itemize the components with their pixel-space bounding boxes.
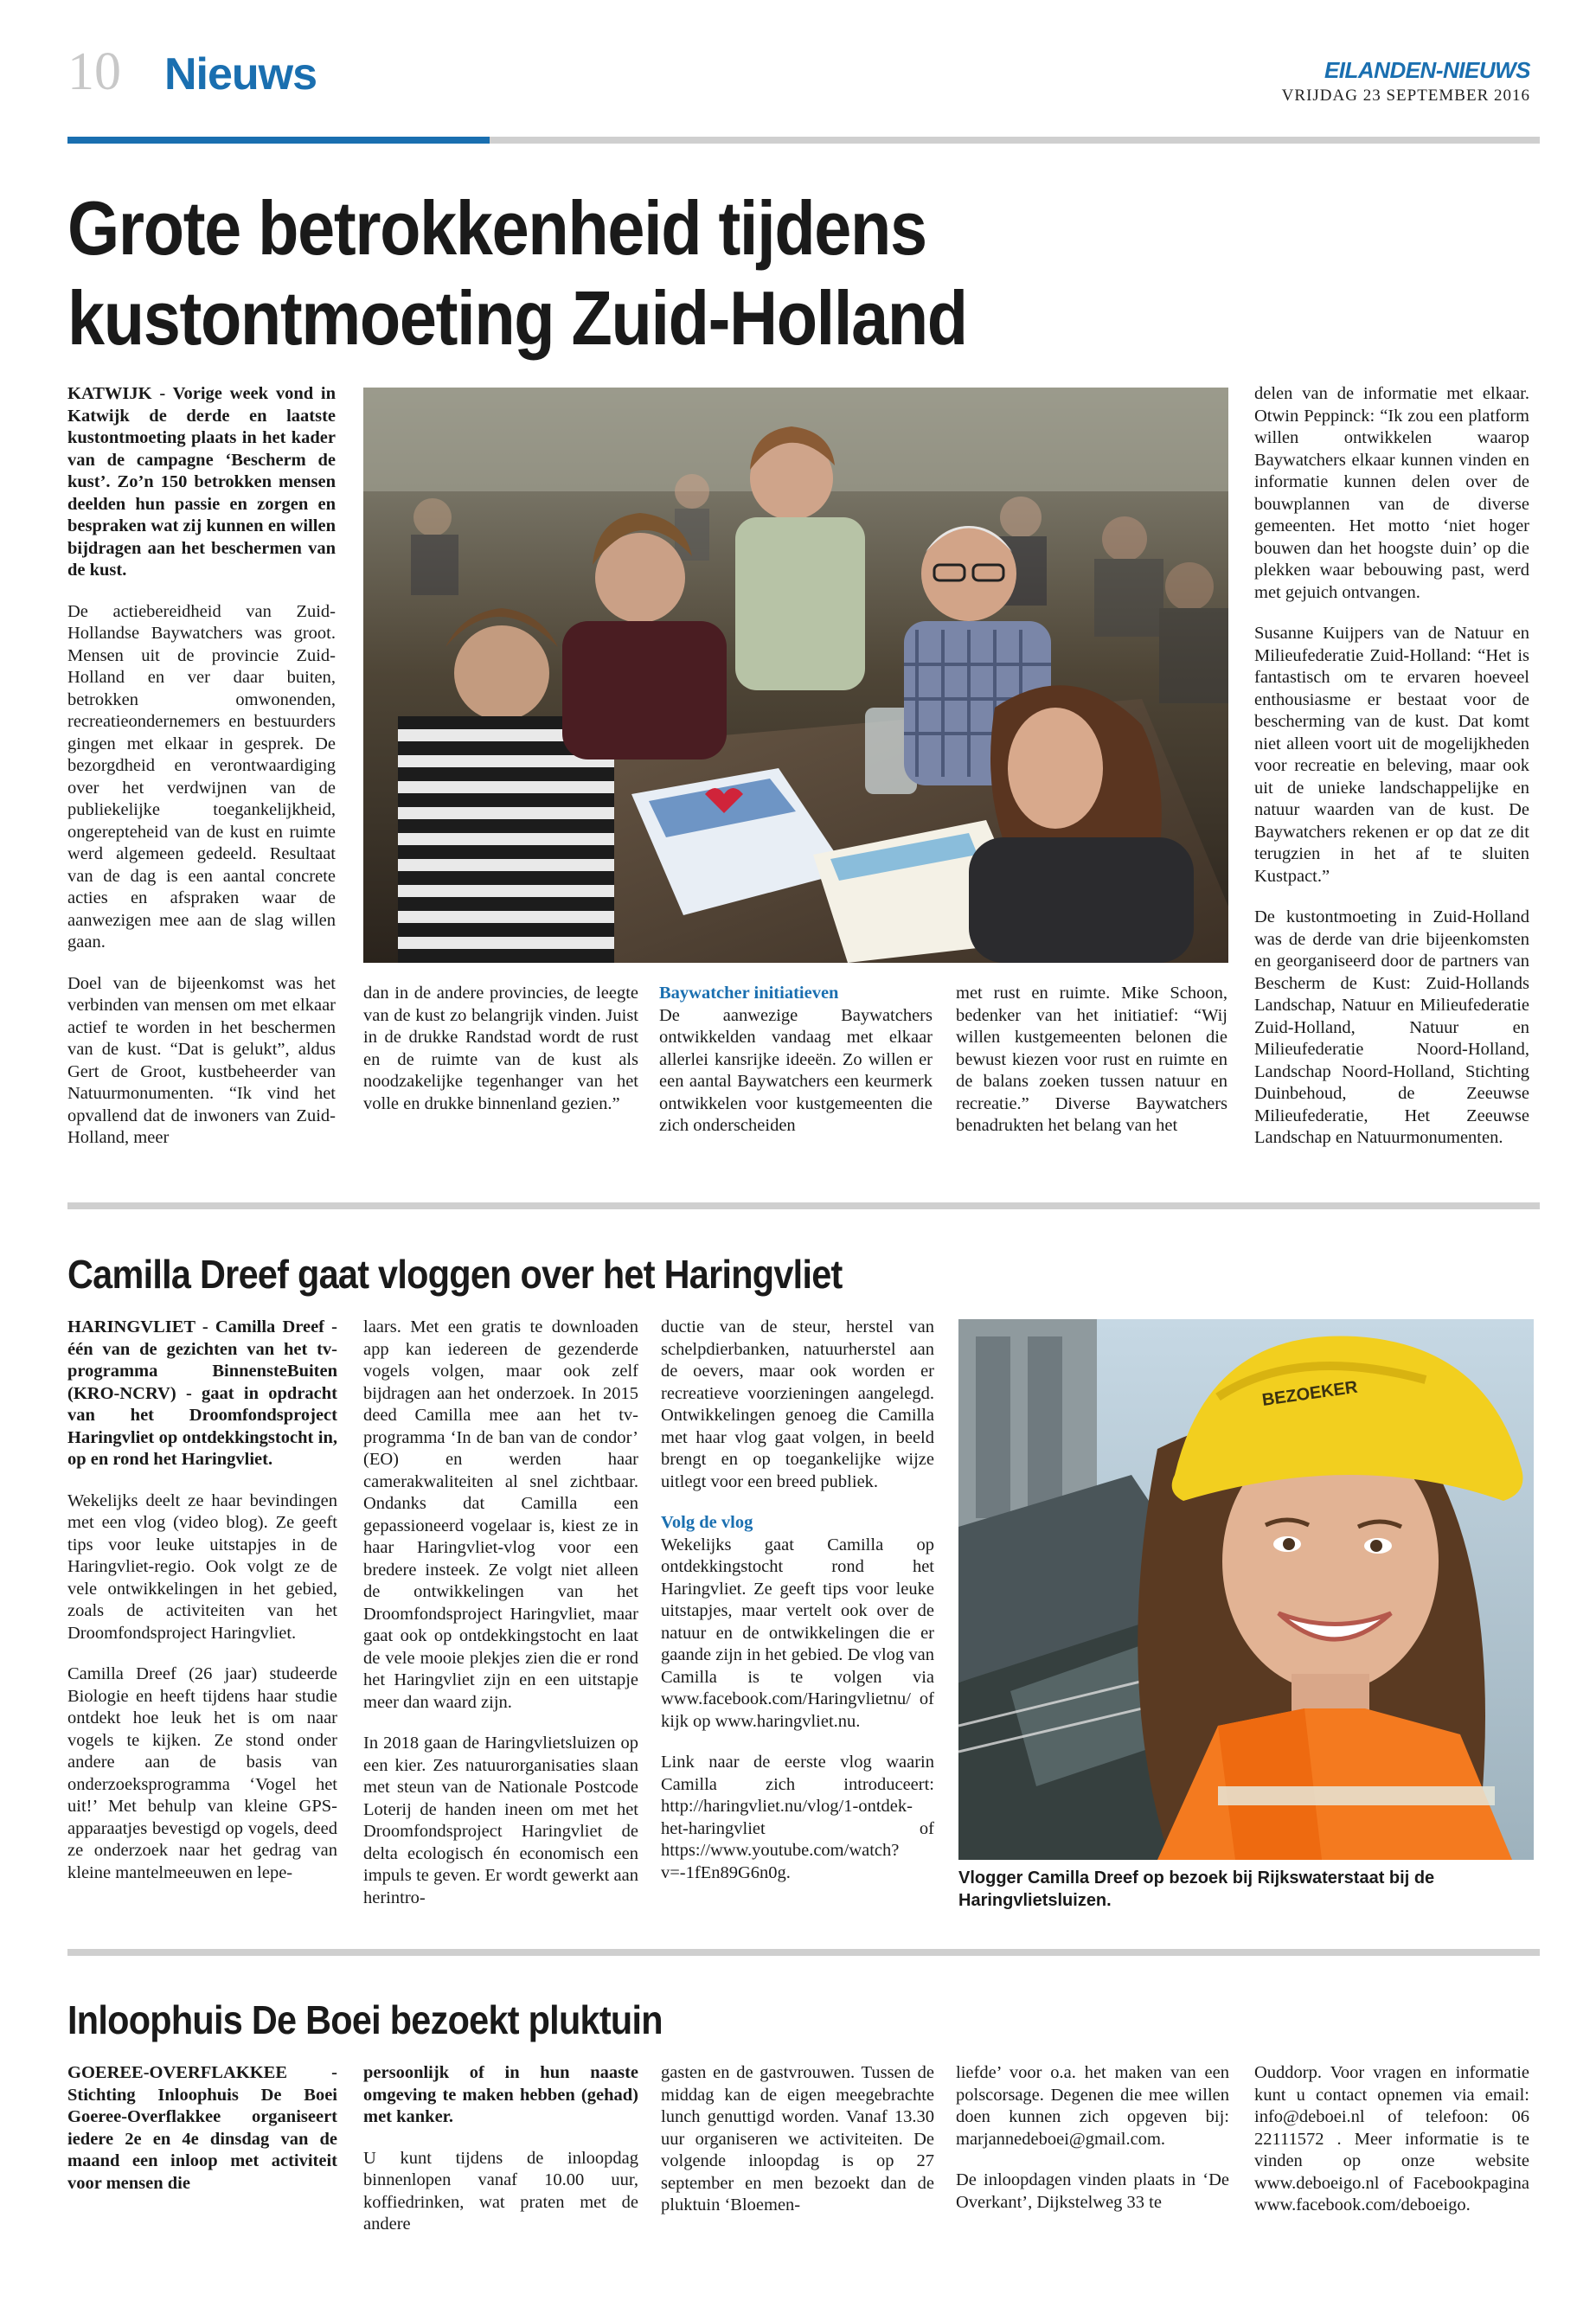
portrait-photo-illustration — [958, 1319, 1534, 1860]
paragraph: met rust en ruimte. Mike Schoon, bedenker van het initiatief: “Wij willen kustgemeenten belonen die bewust kiezen voor rust en ruimte en de balans zoeken tussen natuur en recreatie.” Diverse Baywatchers benadrukten het belang van het — [956, 984, 1227, 1135]
article2-column-2 — [363, 1317, 638, 1928]
subheading: Volg de vlog — [661, 1513, 753, 1532]
section-divider — [67, 1949, 1540, 1956]
paragraph: Wekelijks deelt ze haar bevindingen met een vlog (video blog). Ze geeft tips voor leuke uitstapjes in de Haringvliet-regio. Ook volgt ze de vele ontwikkelingen in het gebied, zoals de activiteiten van het Droomfondsproject Haringvliet. — [67, 1490, 337, 1643]
headline-line: kustontmoeting Zuid-Holland — [67, 275, 967, 361]
paragraph: De kustontmoeting in Zuid-Holland was de derde van drie bijeenkomsten en georganiseerd door de partners van Bescherm de Kust: Zuid-Hollands Landschap, Natuur en Milieufederatie Zuid-Holland, Natuur en Milieufederatie Noord-Holland, Landschap Noord-Holland, Stichting Duinbehoud, de Zeeuwse Milieufederatie, Het Zeeuwse Landschap en Natuurmonumenten. — [1254, 907, 1529, 1147]
article1-column-4 — [956, 983, 1227, 1157]
header-accent-rule — [67, 137, 490, 144]
paragraph: Wekelijks gaat Camilla op ontdekkingstocht rond het Haringvliet. Ze geeft tips voor leuke uitstapjes, maar vertelt ook over de natuur en de ontwikkelingen die er gaande zijn in het gebied. De vlog van Camilla is te volgen via www.facebook.com/Haringvlietnu/ of kijk op www.haringvliet.nu. — [661, 1535, 934, 1731]
paragraph: Camilla Dreef (26 jaar) studeerde Biologie en heeft tijdens haar studie ontdekt hoe leuk het is om naar vogels te kijken. Ze stond onder andere aan de basis van onderzoeksprogramma ‘Vogel het uit!’ Met behulp van kleine GPS-apparaatjes bevestigd op vogels, deed ze onderzoek naar het gedrag van kleine mantelmeeuwen en lepe- — [67, 1664, 337, 1882]
paragraph: laars. Met een gratis te downloaden app kan iedereen de gezenderde vogels volgen, maar ook zelf bijdragen aan het onderzoek. In 2015 deed Camilla mee aan het tv-programma ‘In de ban van de condor’ (EO) en werden haar camerakwaliteiten al snel zichtbaar. Ondanks dat Camilla een gepassioneerd vogelaar is, kiest ze in haar Haringvliet-vlog voor een bredere insteek. Ze volgt niet alleen de ontwikkelingen van het Droomfondsproject Haringvliet, maar gaat ook op ontdekkingstocht en laat de vele mooie plekjes zien die er rond het Haringvliet zijn en een uitstapje meer dan waard zijn. — [363, 1317, 638, 1712]
article3-column-1 — [67, 2062, 337, 2214]
helmet-label: BEZOEKER — [1260, 1377, 1359, 1410]
subheading: Baywatcher initiatieven — [659, 984, 839, 1003]
article2-lead: HARINGVLIET - Camilla Dreef - één van de gezichten van het tv-programma BinnensteBuiten (KRO-NCRV) - gaat in opdracht van het Droomfondsproject Haringvliet op ontdekkingstocht in, op en rond het Haringvliet. — [67, 1317, 337, 1469]
paragraph: ductie van de steur, herstel van schelpdierbanken, natuurherstel aan de oevers, maar ook worden er recreatieve voorzieningen aangelegd. Ontwikkelingen genoeg die Camilla met haar vlog gaat volgen, in beeld brengt en op toegankelijke wijze uitlegt voor een breed publiek. — [661, 1317, 934, 1491]
meeting-photo-illustration — [363, 388, 1228, 963]
article3-column-4 — [956, 2062, 1229, 2233]
section-divider — [67, 1202, 1540, 1209]
paragraph: gasten en de gastvrouwen. Tussen de middag kan de eigen meegebrachte lunch genuttigd worden. Vanaf 13.30 uur organiseren we activiteiten. De volgende inloopdag is op 27 september en men bezoekt dan de pluktuin ‘Bloemen- — [661, 2063, 934, 2214]
article1-headline — [67, 183, 1362, 363]
paragraph: De actiebereidheid van Zuid-Hollandse Baywatchers was groot. Mensen uit de provincie Zuid-Holland en ver daar buiten, betrokken omwonenden, recreatieondernemers en bestuurders gingen met elkaar in gesprek. De bezorgdheid en verontwaardiging over het verdwijnen van de publiekelijke toegankelijkheid, ongerepteheid van de kust en ruimte werd algemeen gedeeld. Resultaat van de dag is een aantal concrete acties en afspraken waar de aanwezigen mee aan de slag willen gaan. — [67, 601, 336, 952]
paragraph: delen van de informatie met elkaar. Otwin Peppinck: “Ik zou een platform willen ontwikkelen waarop Baywatchers elkaar kunnen vinden en informatie kunnen delen over de bouwplannen van de diverse gemeenten. Het motto ‘niet hoger bouwen dan het hoogste duin’ op die plekken waar bebouwing past, werd met gejuich ontvangen. — [1254, 384, 1529, 602]
article2-headline: Camilla Dreef gaat vloggen over het Haringvliet — [67, 1252, 843, 1297]
article1-photo — [363, 388, 1228, 963]
headline-line: Grote betrokkenheid tijdens — [67, 185, 926, 271]
paragraph: liefde’ voor o.a. het maken van een polscorsage. Degenen die mee willen doen kunnen zich opgeven bij: marjannedeboei@gmail.com. — [956, 2063, 1229, 2149]
paragraph: De aanwezige Baywatchers ontwikkelden vandaag met elkaar allerlei kansrijke ideeën. Zo willen er een aantal Baywatchers een keurmerk ontwikkelen voor kustgemeenten die zich onderscheiden — [659, 1005, 933, 1135]
paragraph: U kunt tijdens de inloopdag binnenlopen vanaf 10.00 uur, koffiedrinken, wat praten met de andere — [363, 2148, 638, 2234]
paragraph: Ouddorp. Voor vragen en informatie kunt u contact opnemen via email: info@deboei.nl of telefoon: 06 22111572 . Meer informatie is te vinden op onze website www.deboeigo.nl of Facebookpagina www.facebook.com/deboeigo. — [1254, 2063, 1529, 2214]
article3-column-2 — [363, 2062, 638, 2255]
paragraph: Link naar de eerste vlog waarin Camilla zich introduceert: http://haringvliet.nu/vlog/1-ontdek-het-haringvliet of https://www.youtube.com/watch?v=-1fEn89G6n0g. — [661, 1753, 934, 1882]
article2-column-3 — [661, 1317, 934, 1903]
article3-lead: GOEREE-OVERFLAKKEE - Stichting Inloophuis De Boei Goeree-Overflakkee organiseert iedere 2e en 4e dinsdag van de maand een inloop met activiteit voor mensen die — [67, 2063, 337, 2193]
section-title: Nieuws — [164, 49, 317, 99]
paragraph: Doel van de bijeenkomst was het verbinden van mensen om met elkaar actief te worden in het beschermen van de kust. “Dat is gelukt”, aldus Gert de Groot, kustbeheerder van Natuurmonumenten. “Ik vind het opvallend dat de inwoners van Zuid-Holland, meer — [67, 973, 336, 1147]
article1-lead: KATWIJK - Vorige week vond in Katwijk de derde en laatste kustontmoeting plaats in het kader van de campagne ‘Bescherm de kust’. Zo’n 150 betrokken mensen deelden hun passie en zorgen en bespraken wat zij kunnen en willen bijdragen aan het beschermen van de kust. — [67, 384, 336, 580]
article1-column-2 — [363, 983, 638, 1134]
article1-column-5 — [1254, 383, 1529, 1169]
article2-column-1 — [67, 1317, 337, 1903]
article2-photo-caption: Vlogger Camilla Dreef op bezoek bij Rijkswaterstaat bij de Haringvlietsluizen. — [958, 1868, 1435, 1910]
paragraph: Susanne Kuijpers van de Natuur en Milieufederatie Zuid-Holland: “Het is fantastisch om te ervaren hoeveel enthousiasme er bestaat voor de bescherming van de kust. Dat komt niet alleen voort uit de mogelijkheden voor recreatie en beleving, maar ook uit de unieke landschappelijke en natuur waarden van de kust. De Baywatchers rekenen er op dat ze dit terugzien in het af te sluiten Kustpact.” — [1254, 624, 1529, 886]
paragraph: De inloopdagen vinden plaats in ‘De Overkant’, Dijkstelweg 33 te — [956, 2170, 1229, 2212]
article3-headline: Inloophuis De Boei bezoekt pluktuin — [67, 1997, 663, 2042]
article2-photo — [958, 1319, 1534, 1860]
article3-lead-continued: persoonlijk of in hun naaste omgeving te maken hebben (gehad) met kanker. — [363, 2063, 638, 2126]
article3-column-3 — [661, 2062, 934, 2236]
article1-column-3 — [659, 983, 933, 1157]
page-number: 10 — [67, 42, 121, 101]
article3-column-5 — [1254, 2062, 1529, 2236]
issue-date: VRIJDAG 23 SEPTEMBER 2016 — [1281, 87, 1530, 105]
paragraph: dan in de andere provincies, de leegte van de kust zo belangrijk vinden. Juist in de drukke Randstad wordt de rust en de ruimte van de kust als noodzakelijke tegenhanger van het volle en drukke binnenland gezien.” — [363, 984, 638, 1113]
newspaper-logo: EILANDEN-NIEUWS — [1324, 57, 1530, 83]
article1-column-1 — [67, 383, 336, 1169]
paragraph: In 2018 gaan de Haringvlietsluizen op een kier. Zes natuurorganisaties slaan met steun van de Nationale Postcode Loterij de handen ineen om met het Droomfondsproject Haringvliet de delta ecologisch én economisch een impuls te geven. Er wordt gewerkt aan herintro- — [363, 1734, 638, 1907]
